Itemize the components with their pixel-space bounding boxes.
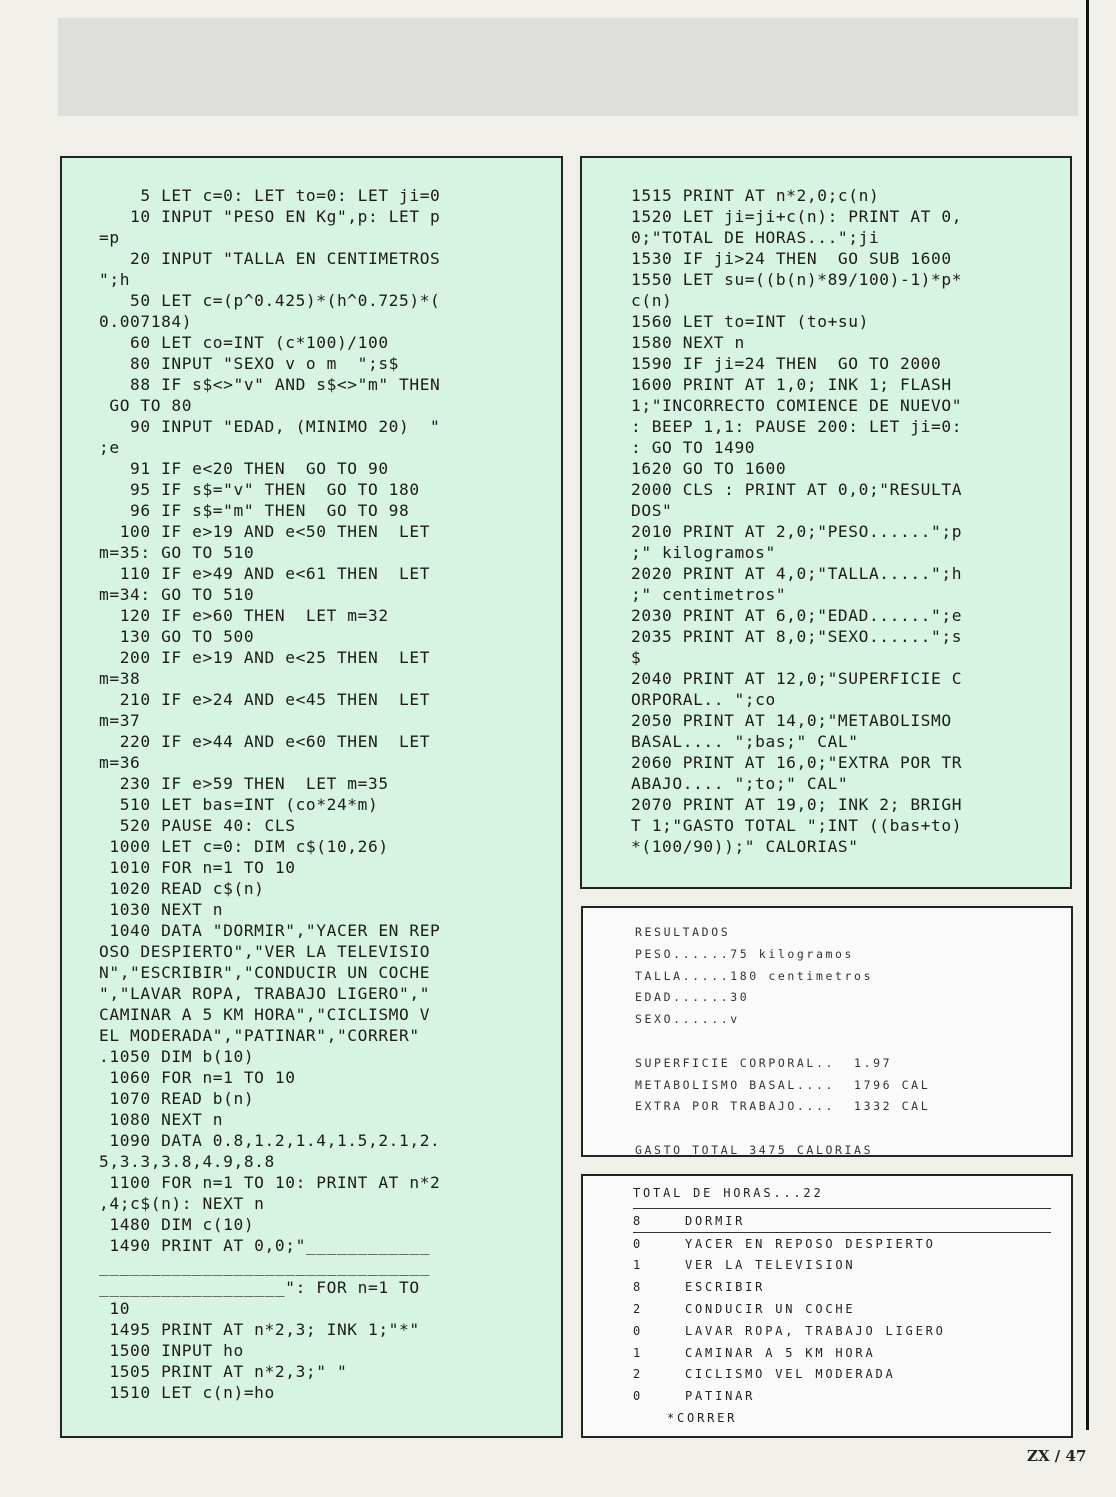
activity-row [633, 1210, 1051, 1233]
activity-row [633, 1276, 1051, 1298]
activity-label: PATINAR [685, 1389, 756, 1404]
activity-label: CONDUCIR UN COCHE [685, 1302, 856, 1317]
activity-label: LAVAR ROPA, TRABAJO LIGERO [685, 1323, 946, 1338]
total-hours-header: TOTAL DE HORAS...22 [633, 1186, 1051, 1209]
activity-hours: 8 [633, 1280, 644, 1295]
activity-row [633, 1233, 1051, 1255]
header-banner-faded [58, 18, 1078, 116]
activity-label: YACER EN REPOSO DESPIERTO [685, 1236, 936, 1251]
activity-label: DORMIR [685, 1213, 746, 1228]
activity-hours-list [633, 1210, 1051, 1429]
activity-row [633, 1320, 1051, 1342]
activity-label: VER LA TELEVISION [685, 1258, 856, 1273]
page-edge-rule [1086, 0, 1089, 1430]
activity-hours: 0 [633, 1323, 644, 1338]
activity-row [633, 1342, 1051, 1364]
activity-row [633, 1255, 1051, 1277]
page-number: ZX / 47 [1027, 1447, 1087, 1465]
basic-listing-right: 1515 PRINT AT n*2,0;c(n) 1520 LET ji=ji+c(n): PRINT AT 0, 0;"TOTAL DE HORAS...";ji 1530 IF ji>24 THEN GO SUB 1600 1550 LET su=((b(n)*89/100)-1)*p* c(n) 1560 LET to=INT (to+su) 1580 NEXT n 1590 IF ji=24 THEN GO TO 2000 1600 PRINT AT 1,0; INK 1; FLASH 1;"INCORRECTO COMIENCE DE NUEVO" : BEEP 1,1: PAUSE 200: LET ji=0: : GO TO 1490 1620 GO TO 1600 2000 CLS : PRINT AT 0,0;"RESULTA DOS" 2010 PRINT AT 2,0;"PESO......";p ;" kilogramos" 2020 PRINT AT 4,0;"TALLA.....";h ;" centimetros" 2030 PRINT AT 6,0;"EDAD......";e 2035 PRINT AT 8,0;"SEXO......";s $ 2040 PRINT AT 12,0;"SUPERFICIE C ORPORAL.. ";co 2050 PRINT AT 14,0;"METABOLISMO BASAL.... ";bas;" CAL" 2060 PRINT AT 16,0;"EXTRA POR TR ABAJO.... ";to;" CAL" 2070 PRINT AT 19,0; INK 2; BRIGH T 1;"GASTO TOTAL ";INT ((bas+to) *(100/90));" CALORIAS" [631, 186, 963, 856]
results-screen-text: RESULTADOS PESO......75 kilogramos TALLA.....180 centimetros EDAD......30 SEXO......v SUPERFICIE CORPORAL.. 1.97 METABOLISMO BASAL.... 1796 CAL EXTRA POR TRABAJO.... 1332 CAL GASTO TOTAL 3475 CALORIAS [635, 925, 931, 1157]
hours-screen-panel [581, 1174, 1073, 1438]
activity-hours: 0 [633, 1236, 644, 1251]
program-listing-panel-right [580, 156, 1072, 889]
activity-hours: 2 [633, 1302, 644, 1317]
activity-row [633, 1364, 1051, 1386]
basic-listing-left: 5 LET c=0: LET to=0: LET ji=0 10 INPUT "PESO EN Kg",p: LET p =p 20 INPUT "TALLA EN CENTIMETROS ";h 50 LET c=(p^0.425)*(h^0.725)*( 0.007184) 60 LET co=INT (c*100)/100 80 INPUT "SEXO v o m ";s$ 88 IF s$<>"v" AND s$<>"m" THEN GO TO 80 90 INPUT "EDAD, (MINIMO 20) " ;e 91 IF e<20 THEN GO TO 90 95 IF s$="v" THEN GO TO 180 96 IF s$="m" THEN GO TO 98 100 IF e>19 AND e<50 THEN LET m=35: GO TO 510 110 IF e>49 AND e<61 THEN LET m=34: GO TO 510 120 IF e>60 THEN LET m=32 130 GO TO 500 200 IF e>19 AND e<25 THEN LET m=38 210 IF e>24 AND e<45 THEN LET m=37 220 IF e>44 AND e<60 THEN LET m=36 230 IF e>59 THEN LET m=35 510 LET bas=INT (co*24*m) 520 PAUSE 40: CLS 1000 LET c=0: DIM c$(10,26) 1010 FOR n=1 TO 10 1020 READ c$(n) 1030 NEXT n 1040 DATA "DORMIR","YACER EN REP OSO DESPIERTO","VER LA TELEVISIO N","ESCRIBIR","CONDUCIR UN COCHE ","LAVAR ROPA, TRABAJO LIGERO"," CAMINAR A 5 KM HORA","CICLISMO V EL MODERADA","PATINAR","CORRER" .1050 DIM b(10) 1060 FOR n=1 TO 10 1070 READ b(n) 1080 NEXT n 1090 DATA 0.8,1.2,1.4,1.5,2.1,2. 5,3.3,3.8,4.9,8.8 1100 FOR n=1 TO 10: PRINT AT n*2 ,4;c$(n): NEXT n 1480 DIM c(10) 1490 PRINT AT 0,0;"____________ ________________________________ __________________": FOR n=1 TO 10 1495 PRINT AT n*2,3; INK 1;"*" 1500 INPUT ho 1505 PRINT AT n*2,3;" " 1510 LET c(n)=ho [99, 186, 441, 1402]
activity-hours: 1 [633, 1258, 644, 1273]
activity-label: CICLISMO VEL MODERADA [685, 1367, 896, 1382]
activity-hours: 1 [633, 1345, 644, 1360]
activity-hours: 0 [633, 1389, 644, 1404]
activity-row [633, 1298, 1051, 1320]
current-activity-marker: *CORRER [667, 1411, 738, 1426]
results-screen-panel [581, 906, 1073, 1157]
activity-label: CAMINAR A 5 KM HORA [685, 1345, 876, 1360]
activity-row [633, 1385, 1051, 1407]
activity-hours: 2 [633, 1367, 644, 1382]
activity-hours: 8 [633, 1213, 644, 1228]
program-listing-panel-left [60, 156, 563, 1438]
activity-label: ESCRIBIR [685, 1280, 766, 1295]
